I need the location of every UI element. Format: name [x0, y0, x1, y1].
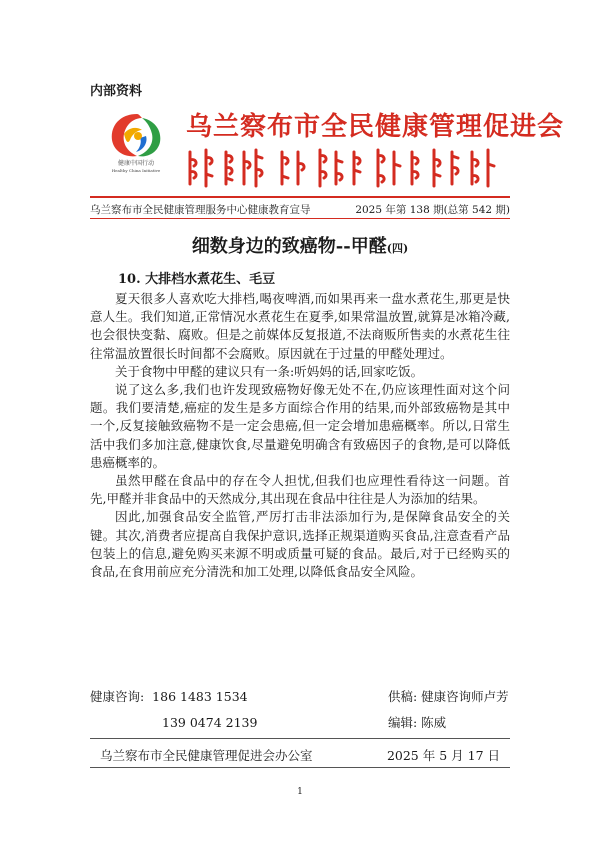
hotline-label: 健康咨询:	[90, 689, 145, 704]
issue-red-rule	[90, 218, 510, 219]
paragraph: 关于食物中甲醛的建议只有一条:听妈妈的话,回家吃饭。	[115, 363, 424, 379]
phone-2: 139 0474 2139	[162, 715, 258, 730]
supplier: 供稿: 健康咨询师卢芳	[388, 689, 509, 704]
internal-material-label: 内部资料	[90, 84, 143, 99]
logo-caption-cn: 健康中国行动	[117, 160, 154, 167]
editor: 编辑: 陈威	[388, 715, 447, 730]
paragraph: 虽然甲醛在食品中的存在令人担忧,但我们也应理性看待这一问题。首先,甲醛并非食品中的天然成分,其出现在食品中往往是人为添加的结果。	[90, 473, 510, 507]
organization-name: 乌兰察布市全民健康管理促进会	[186, 112, 565, 142]
section-heading: 10. 大排档水煮花生、毛豆	[118, 272, 276, 287]
office-line	[90, 746, 510, 764]
publish-date: 2025 年 5 月 17 日	[386, 748, 500, 763]
paragraph: 说了这么多,我们也许发现致癌物好像无处不在,仍应该理性面对这个问题。我们要清楚,癌症的发生是多方面综合作用的结果,而外部致癌物是其中一个,反复接触致癌物不是一定会患癌,但一定会增加患癌概率。所以,日常生活中我们多加注意,健康饮食,尽量避免明确含有致癌因子的食物,是可以降低患癌概率的。	[90, 382, 510, 470]
article-title: 细数身边的致癌物--甲醛	[191, 236, 387, 257]
office-name: 乌兰察布市全民健康管理促进会办公室	[100, 748, 313, 763]
issue-line	[90, 202, 510, 217]
paragraph: 因此,加强食品安全监管,严厉打击非法添加行为,是保障食品安全的关键。其次,消费者应提高自我保护意识,选择正规渠道购买食品,注意查看产品包装上的信息,避免购买来源不明或质量可疑的食品。最后,对于已经购买的食品,在食用前应充分清洗和加工处理,以降低食品安全风险。	[90, 509, 510, 580]
article-body	[90, 290, 510, 581]
publisher: 乌兰察布市全民健康管理服务中心健康教育宣导	[90, 204, 311, 216]
footer-bottom-rule	[90, 767, 510, 768]
article-title-line	[90, 232, 510, 258]
header-red-rule	[90, 196, 510, 198]
issue-number: 2025 年第 138 期(总第 542 期)	[355, 204, 510, 216]
article-part: (四)	[386, 242, 409, 255]
logo-caption	[96, 160, 176, 173]
mongolian-script-title	[186, 146, 496, 188]
footer-top-rule	[90, 738, 510, 739]
contact-info	[90, 684, 520, 736]
logo-caption-en: Healthy China Initiative	[111, 168, 161, 173]
paragraph: 夏天很多人喜欢吃大排档,喝夜啤酒,而如果再来一盘水煮花生,那更是快意人生。我们知道,正常情况水煮花生在夏季,如果常温放置,就算是冰箱冷藏,也会很快变黏、腐败。但是之前媒体反复报道,不法商贩所售卖的水煮花生往往常温放置很长时间都不会腐败。原因就在于过量的甲醛处理过。	[90, 291, 510, 361]
page-number: 1	[297, 787, 303, 797]
phone-1: 186 1483 1534	[152, 689, 248, 704]
